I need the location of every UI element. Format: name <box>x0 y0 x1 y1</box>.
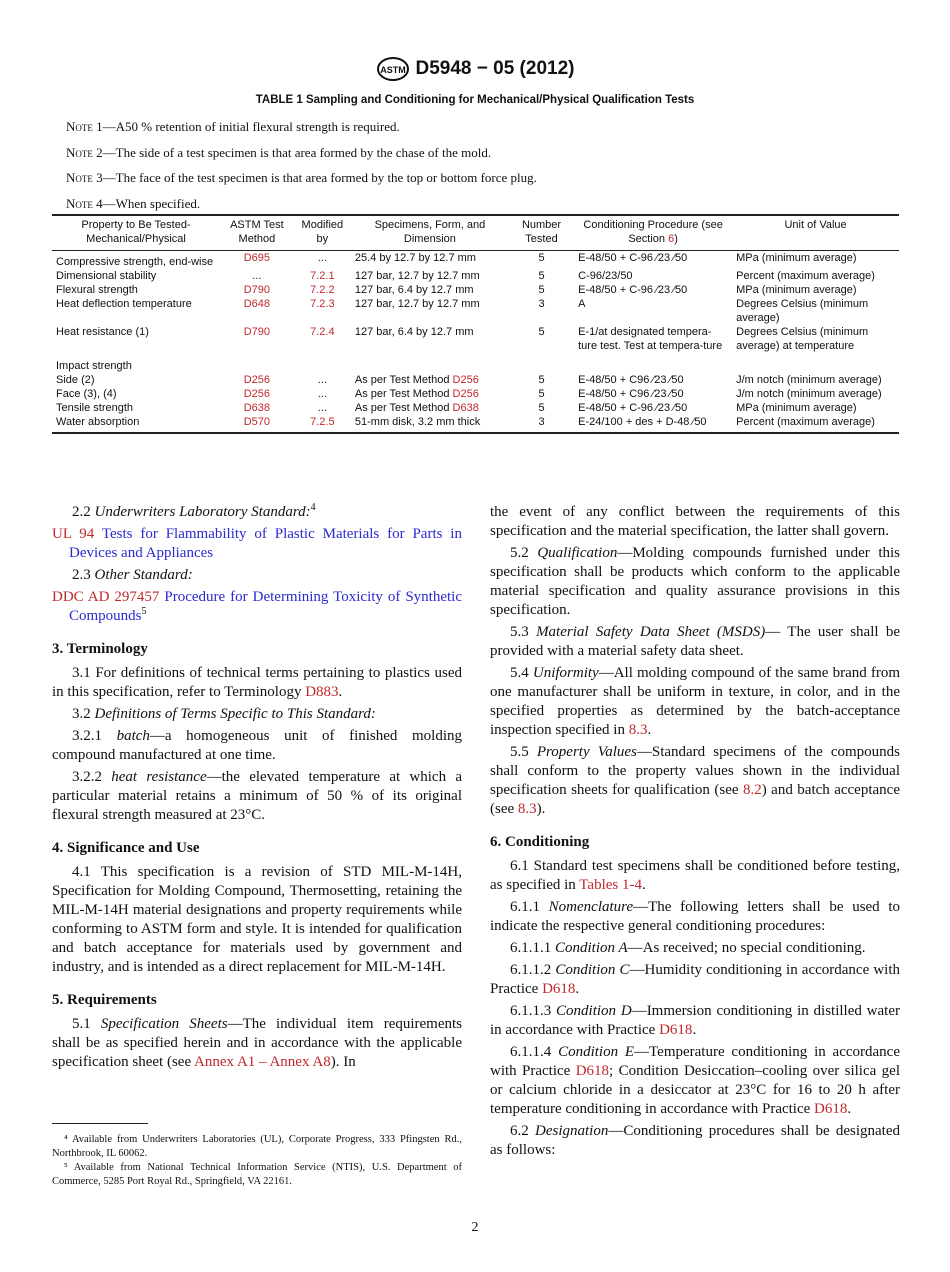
cell-unit <box>732 269 899 283</box>
section-heading <box>52 839 462 858</box>
modified-link[interactable]: 7.2.2 <box>310 284 335 296</box>
italic-term: Definitions of Terms Specific to This Standard: <box>94 706 376 722</box>
cell-number <box>509 251 574 270</box>
table-notes <box>66 119 537 221</box>
paragraph <box>52 503 462 522</box>
cell-specimen <box>351 297 509 325</box>
cell-number <box>509 325 574 353</box>
reference-link[interactable]: DDC AD 297457 <box>52 589 160 605</box>
table-row <box>52 387 899 401</box>
modified: ... <box>317 388 327 400</box>
text: ) and batch acceptance (see <box>490 782 900 817</box>
cell-conditioning <box>574 251 732 270</box>
text: 6.1.1.1 <box>510 940 555 956</box>
reference-link[interactable]: UL 94 <box>52 526 95 542</box>
cell-unit <box>732 325 899 353</box>
cell-specimen <box>351 387 509 401</box>
method-link[interactable]: D570 <box>243 416 271 428</box>
cell-specimen <box>351 251 509 270</box>
table-row <box>52 373 899 387</box>
page-header <box>0 56 950 82</box>
cell-method <box>220 387 294 401</box>
cell-property <box>52 251 220 270</box>
number: 5 <box>538 374 545 386</box>
text: —a homogeneous unit of finished molding compound manufactured at one time. <box>52 728 463 763</box>
specimen: As per Test Method <box>354 388 453 400</box>
header-close: ) <box>674 233 678 245</box>
note-label: Note 2 <box>66 144 103 160</box>
cell-specimen <box>351 283 509 297</box>
text: 3.2.1 <box>72 728 117 744</box>
column-header <box>574 215 732 251</box>
page-number: 2 <box>471 1220 479 1235</box>
text: 5.3 <box>510 624 537 640</box>
unit: MPa (minimum average) <box>736 402 857 414</box>
column-header-label: Property to Be Tested-Mechanical/Physical <box>81 219 191 245</box>
unit: Percent (maximum average) <box>736 416 875 428</box>
paragraph <box>490 664 900 740</box>
column-header-label: Modified by <box>301 219 344 245</box>
italic-term: Property Values <box>536 744 637 760</box>
paragraph <box>52 705 462 724</box>
cell-modified <box>294 353 351 373</box>
text: 2.3 <box>72 567 95 583</box>
paragraph <box>52 768 462 825</box>
number: 3 <box>538 416 545 428</box>
italic-term: heat resistance <box>111 769 207 785</box>
text: —Temperature conditioning in accordance with Practice <box>490 1044 900 1079</box>
text: —The following letters shall be used to indicate the respective general conditioning procedures: <box>490 899 901 934</box>
paragraph <box>490 503 900 541</box>
cell-modified <box>294 297 351 325</box>
method-link[interactable]: D256 <box>243 374 271 386</box>
unit: Degrees Celsius (minimum average) <box>736 298 869 324</box>
cell-method <box>220 325 294 353</box>
property: Heat resistance (1) <box>56 326 149 338</box>
property: Water absorption <box>56 416 140 428</box>
cell-method <box>220 415 294 433</box>
text: . <box>575 981 580 997</box>
modified: ... <box>317 402 327 414</box>
cell-unit <box>732 387 899 401</box>
reference-link[interactable]: 8.3 <box>628 722 648 738</box>
unit: Degrees Celsius (minimum average) at temperature <box>736 326 869 352</box>
table-row <box>52 415 899 433</box>
unit: MPa (minimum average) <box>736 284 857 296</box>
cell-modified <box>294 283 351 297</box>
modified-link[interactable]: 7.2.1 <box>310 270 335 282</box>
italic-term: batch <box>116 728 150 744</box>
reference-link[interactable]: Tables 1-4 <box>579 877 642 893</box>
reference-entry <box>52 525 462 563</box>
note-text: —A50 % retention of initial flexural strength is required. <box>102 119 400 134</box>
text: —Conditioning procedures shall be designated as follows: <box>490 1123 901 1158</box>
paragraph <box>52 863 462 977</box>
footnote-5: ⁵ Available from National Technical Information Service (NTIS), U.S. Department of Commerce, 5285 Port Royal Rd., Springfield, VA 22161. <box>52 1162 462 1187</box>
conditioning: E-48/50 + C96 ⁄23 ⁄50 <box>578 388 684 400</box>
unit: J/m notch (minimum average) <box>736 388 882 400</box>
text: the event of any conflict between the requirements of this specification and the material specification, the latter shall govern. <box>490 504 900 539</box>
cell-method <box>220 269 294 283</box>
cell-unit <box>732 415 899 433</box>
text: — The user shall be provided with a material safety data sheet. <box>490 624 901 659</box>
text: —the elevated temperature at which a particular material retains a minimum of 50 % of its original flexural strength measured at 23°C. <box>52 769 462 823</box>
property: Face (3), (4) <box>56 388 117 400</box>
section-heading <box>52 991 462 1010</box>
test-method-link[interactable]: D638 <box>452 402 479 414</box>
cell-specimen <box>351 401 509 415</box>
paragraph <box>490 857 900 895</box>
reference-link[interactable]: 8.2 <box>742 782 762 798</box>
text: —Humidity conditioning in accordance with Practice <box>490 962 901 997</box>
column-header-label: Unit of Value <box>784 219 847 231</box>
table-row <box>52 353 899 373</box>
left-column <box>52 503 462 1075</box>
column-header <box>732 215 899 251</box>
specimen: 127 bar, 6.4 by 12.7 mm <box>354 326 474 338</box>
reference-entry <box>52 588 462 626</box>
cell-unit <box>732 251 899 270</box>
specimen: 127 bar, 12.7 by 12.7 mm <box>354 270 480 282</box>
unit: MPa (minimum average) <box>736 252 857 264</box>
text: ). In <box>330 1054 356 1070</box>
text: 5. Requirements <box>52 992 157 1008</box>
table-row <box>52 297 899 325</box>
reference-link[interactable]: Annex A1 – Annex A8 <box>194 1054 331 1070</box>
text: 3. Terminology <box>52 641 148 657</box>
number: 5 <box>538 326 545 338</box>
table-note <box>66 119 537 145</box>
section-link[interactable]: 6 <box>668 233 675 245</box>
italic-term: Condition C <box>555 962 630 978</box>
cell-conditioning <box>574 387 732 401</box>
method-link[interactable]: D790 <box>243 326 271 338</box>
text: 6.2 <box>510 1123 536 1139</box>
italic-term: Other Standard: <box>94 567 193 583</box>
text: . <box>847 1101 852 1117</box>
note-text: —The side of a test specimen is that area formed by the chase of the mold. <box>102 144 492 160</box>
conditioning: E-48/50 + C96 ⁄23 ⁄50 <box>578 374 684 386</box>
table-title: TABLE 1 Sampling and Conditioning for Mechanical/Physical Qualification Tests <box>255 94 695 106</box>
conditioning: E-1/at designated tempera-ture test. Test at tempera-ture <box>578 326 723 352</box>
text: 4.1 This specification is a revision of STD MIL-M-14H, Specification for Molding Compound, Thermosetting, retaining the MIL-M-14H material designations and property requirements while conforming to ASTM form and style. It is intended for qualification and batch acceptance for materials used by government and industry, and is intended as a direct replacement for MIL-M-14H. <box>52 864 462 975</box>
number: 5 <box>538 284 545 296</box>
method-link[interactable]: D256 <box>243 388 271 400</box>
text: 6.1.1.2 <box>510 962 556 978</box>
text: . <box>338 684 343 700</box>
property: Impact strength <box>56 360 132 372</box>
italic-term: Specification Sheets <box>100 1016 228 1032</box>
text: 3.2.2 <box>72 769 112 785</box>
number: 3 <box>538 298 545 310</box>
property: Heat deflection temperature <box>56 298 192 310</box>
cell-specimen <box>351 415 509 433</box>
italic-term: Uniformity <box>532 665 599 681</box>
test-method-link[interactable]: D256 <box>452 374 479 386</box>
cell-number <box>509 401 574 415</box>
astm-logo-icon <box>376 56 410 82</box>
text: 4. Significance and Use <box>52 840 200 856</box>
text: 5.5 <box>510 744 537 760</box>
conditioning: C-96/23/50 <box>578 270 633 282</box>
text: . <box>641 877 646 893</box>
footnote-4: ⁴ Available from Underwriters Laboratories (UL), Corporate Progress, 333 Pfingsten Rd., Northbrook, IL 60062. <box>52 1134 462 1159</box>
text: . <box>647 722 652 738</box>
footnote-ref[interactable]: 4 <box>310 502 316 513</box>
modified-link[interactable]: 7.2.5 <box>310 416 335 428</box>
note-text: —The face of the test specimen is that area formed by the top or bottom force plug. <box>102 170 537 185</box>
cell-method <box>220 373 294 387</box>
modified: ... <box>317 252 327 264</box>
reference-link[interactable]: D618 <box>575 1063 610 1079</box>
property: Side (2) <box>56 374 95 386</box>
conditioning: E-48/50 + C-96 ⁄23 ⁄50 <box>578 252 688 264</box>
italic-term: Condition A <box>555 940 628 956</box>
text: 6.1.1.3 <box>510 1003 557 1019</box>
cell-number <box>509 297 574 325</box>
text: 3.1 For definitions of technical terms pertaining to plastics used in this specification, refer to Terminology <box>52 665 462 700</box>
footnote-ref[interactable]: 5 <box>141 606 147 617</box>
cell-modified <box>294 269 351 283</box>
property: Compressive strength, end-wise <box>56 256 214 268</box>
text: 5.1 <box>72 1016 101 1032</box>
conditioning: E-48/50 + C-96 ⁄23 ⁄50 <box>578 402 688 414</box>
cell-modified <box>294 373 351 387</box>
text: —Standard specimens of the compounds shall conform to the property values shown in the individual specification sheets for qualification (see <box>490 744 900 798</box>
cell-number <box>509 387 574 401</box>
modified: ... <box>317 374 327 386</box>
column-header-label: Specimens, Form, and Dimension <box>374 219 486 245</box>
cell-property <box>52 353 220 373</box>
paragraph <box>52 664 462 702</box>
section-heading <box>490 833 900 852</box>
conditioning: E-48/50 + C-96 ⁄23 ⁄50 <box>578 284 688 296</box>
number: 5 <box>538 270 545 282</box>
number: 5 <box>538 402 545 414</box>
reference-link[interactable]: D618 <box>659 1022 693 1038</box>
table-row <box>52 401 899 415</box>
cell-unit <box>732 401 899 415</box>
footnotes <box>52 1133 462 1189</box>
cell-conditioning <box>574 373 732 387</box>
note-text: —When specified. <box>102 195 201 211</box>
text: ; Condition Desiccation–cooling over silica gel or calcium chloride in a desiccator at 23°C for 16 to 20 h after temperature conditioning in accordance with Practice <box>490 1063 900 1117</box>
footnote-divider <box>52 1123 148 1124</box>
cell-conditioning <box>574 325 732 353</box>
unit: J/m notch (minimum average) <box>736 374 882 386</box>
text: 2.2 <box>72 504 95 520</box>
specimen: 25.4 by 12.7 by 12.7 mm <box>354 252 476 264</box>
paragraph <box>490 898 900 936</box>
cell-conditioning <box>574 297 732 325</box>
specimen: 127 bar, 6.4 by 12.7 mm <box>354 284 474 296</box>
italic-term: Condition E <box>558 1044 635 1060</box>
text: 6.1.1.4 <box>510 1044 559 1060</box>
paragraph <box>52 1015 462 1072</box>
reference-title-link[interactable]: Tests for Flammability of Plastic Materials for Parts in Devices and Appliances <box>69 526 462 561</box>
cell-property <box>52 269 220 283</box>
cell-conditioning <box>574 415 732 433</box>
text: —Molding compounds furnished under this specification shall be products which conform to the applicable material specification and quality assurance provisions in this specification. <box>490 545 900 618</box>
cell-specimen <box>351 353 509 373</box>
method: ... <box>252 270 262 282</box>
cell-specimen <box>351 269 509 283</box>
conditioning: A <box>578 298 586 310</box>
table-header-row <box>52 215 899 251</box>
table-note <box>66 170 537 196</box>
designation: D5948 − 05 (2012) <box>415 58 575 80</box>
svg-text:ASTM: ASTM <box>379 65 406 75</box>
text: —The individual item requirements shall be as specified herein and in accordance with the applicable specification sheet (see <box>52 1016 462 1070</box>
cell-method <box>220 297 294 325</box>
cell-conditioning <box>574 353 732 373</box>
test-method-link[interactable]: D256 <box>452 388 479 400</box>
conditioning: E-24/100 + des + D-48 ⁄50 <box>578 416 707 428</box>
cell-method <box>220 401 294 415</box>
cell-property <box>52 387 220 401</box>
cell-property <box>52 373 220 387</box>
table-row <box>52 325 899 353</box>
cell-property <box>52 283 220 297</box>
text: 5.4 <box>510 665 533 681</box>
column-header <box>52 215 220 251</box>
note-label: Note 3 <box>66 170 103 185</box>
table-note <box>66 145 537 171</box>
column-header <box>351 215 509 251</box>
paragraph <box>490 544 900 620</box>
reference-link[interactable]: 8.3 <box>517 801 537 817</box>
right-column <box>490 503 900 1163</box>
modified-link[interactable]: 7.2.3 <box>310 298 335 310</box>
unit: Percent (maximum average) <box>736 270 875 282</box>
column-header-label: Conditioning Procedure (see Section <box>583 219 723 245</box>
paragraph <box>52 566 462 585</box>
cell-modified <box>294 251 351 270</box>
cell-unit <box>732 353 899 373</box>
cell-unit <box>732 373 899 387</box>
text: 6. Conditioning <box>490 834 590 850</box>
specimen: 127 bar, 12.7 by 12.7 mm <box>354 298 480 310</box>
column-header-label: Number Tested <box>521 219 562 245</box>
text: 6.1.1 <box>510 899 549 915</box>
paragraph <box>490 1002 900 1040</box>
italic-term: Nomenclature <box>548 899 634 915</box>
specimen: 51-mm disk, 3.2 mm thick <box>354 416 481 428</box>
reference-title-link[interactable]: Procedure for Determining Toxicity of Synthetic Compounds <box>69 589 462 624</box>
italic-term: Material Safety Data Sheet (MSDS) <box>536 624 766 640</box>
cell-modified <box>294 415 351 433</box>
method-link[interactable]: D648 <box>243 298 271 310</box>
number: 5 <box>538 388 545 400</box>
text: 3.2 <box>72 706 95 722</box>
text: ). <box>536 801 546 817</box>
paragraph <box>490 1043 900 1119</box>
cell-conditioning <box>574 401 732 415</box>
text: 6.1 Standard test specimens shall be conditioned before testing, as specified in <box>490 858 900 893</box>
table-row <box>52 251 899 270</box>
cell-specimen <box>351 373 509 387</box>
column-header <box>294 215 351 251</box>
cell-unit <box>732 297 899 325</box>
note-label: Note 4 <box>66 195 103 211</box>
column-header <box>220 215 294 251</box>
method-link[interactable]: D790 <box>243 284 271 296</box>
property: Dimensional stability <box>56 270 157 282</box>
method-link[interactable]: D638 <box>243 402 271 414</box>
table-row <box>52 283 899 297</box>
paragraph <box>490 939 900 958</box>
cell-method <box>220 251 294 270</box>
note-label: Note 1 <box>66 119 103 134</box>
cell-property <box>52 401 220 415</box>
cell-property <box>52 297 220 325</box>
column-header <box>509 215 574 251</box>
conditioning-table <box>52 214 899 434</box>
property: Tensile strength <box>56 402 134 414</box>
column-header-label: ASTM Test Method <box>230 219 284 245</box>
italic-term: Qualification <box>537 545 618 561</box>
reference-link[interactable]: D883 <box>305 684 339 700</box>
section-heading <box>52 640 462 659</box>
cell-property <box>52 415 220 433</box>
cell-conditioning <box>574 269 732 283</box>
text: 5.2 <box>510 545 538 561</box>
cell-property <box>52 325 220 353</box>
text: —As received; no special conditioning. <box>627 940 866 956</box>
italic-term: Underwriters Laboratory Standard: <box>94 504 311 520</box>
paragraph <box>490 1122 900 1160</box>
property: Flexural strength <box>56 284 138 296</box>
specimen: As per Test Method <box>354 374 453 386</box>
table-row <box>52 269 899 283</box>
method-link[interactable]: D695 <box>243 252 271 264</box>
cell-method <box>220 283 294 297</box>
paragraph <box>52 727 462 765</box>
cell-number <box>509 373 574 387</box>
paragraph <box>490 743 900 819</box>
cell-modified <box>294 387 351 401</box>
reference-link[interactable]: D618 <box>542 981 576 997</box>
italic-term: Designation <box>535 1123 609 1139</box>
text: —All molding compound of the same brand from one manufacturer shall be uniform in texture, in color, and in the specified properties as determined by the batch-acceptance inspection specified in <box>490 665 900 738</box>
text: . <box>692 1022 697 1038</box>
paragraph <box>490 623 900 661</box>
cell-specimen <box>351 325 509 353</box>
modified-link[interactable]: 7.2.4 <box>310 326 335 338</box>
number: 5 <box>538 252 545 264</box>
cell-number <box>509 415 574 433</box>
cell-conditioning <box>574 283 732 297</box>
cell-method <box>220 353 294 373</box>
italic-term: Condition D <box>556 1003 632 1019</box>
cell-number <box>509 283 574 297</box>
text: —Immersion conditioning in distilled water in accordance with Practice <box>490 1003 900 1038</box>
cell-number <box>509 353 574 373</box>
cell-number <box>509 269 574 283</box>
cell-modified <box>294 325 351 353</box>
reference-link[interactable]: D618 <box>814 1101 848 1117</box>
specimen: As per Test Method <box>354 402 453 414</box>
cell-modified <box>294 401 351 415</box>
paragraph <box>490 961 900 999</box>
cell-unit <box>732 283 899 297</box>
